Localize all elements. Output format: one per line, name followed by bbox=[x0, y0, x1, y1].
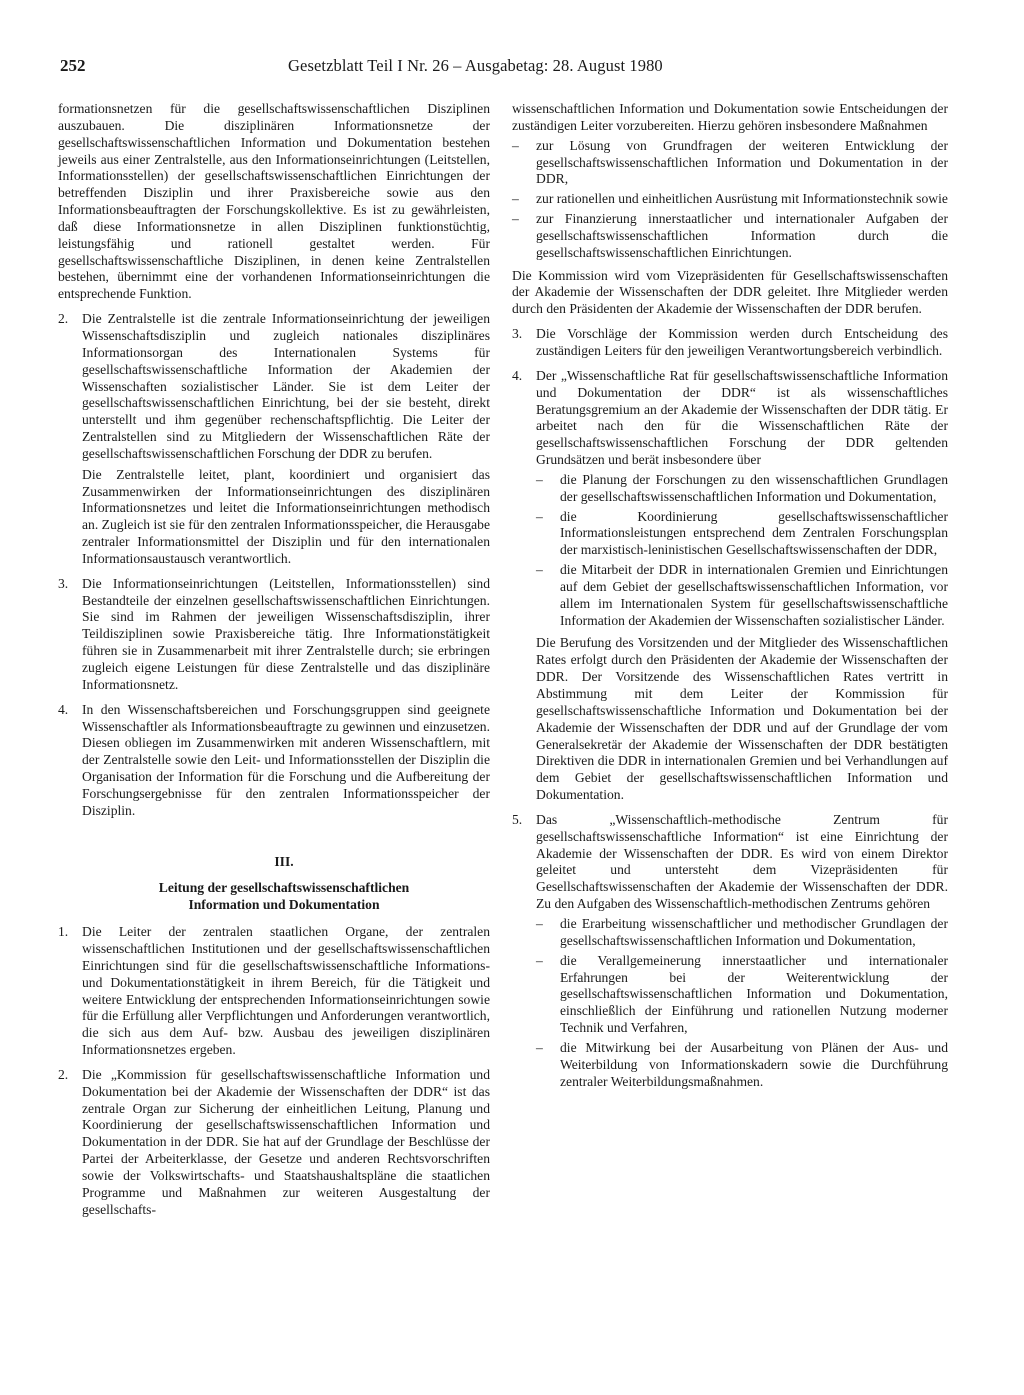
item-number: 2. bbox=[58, 1066, 69, 1082]
section-item-2 bbox=[58, 1067, 490, 1219]
list-item-text: zur rationellen und einheitlichen Ausrüstung mit Informationstechnik sowie bbox=[536, 191, 948, 207]
right-item-3 bbox=[512, 326, 948, 360]
list-item-text: die Koordinierung gesellschaftswissenschaftlicher Informationsleistungen entsprechend dem Zentralen Forschungsplan der marxistisch-leninistischen Gesellschaftswissenschaften der DDR, bbox=[560, 508, 948, 558]
page-number: 252 bbox=[60, 56, 86, 75]
item-number: 1. bbox=[58, 924, 69, 940]
left-item-3 bbox=[58, 576, 490, 694]
list-item bbox=[536, 916, 948, 950]
list-item bbox=[536, 472, 948, 506]
item-text: In den Wissenschaftsbereichen und Forschungsgruppen sind geeignete Wissenschaftler als Informationsbeauftragte zu gewinnen und einzusetzen. Diesen obliegen im Zusammenwirken mit anderen Wissenschaftlern, mit der Zentralstelle sowie den Leit- und Informationsstellen der Disziplin die Organisation der Information für die Forschung und die Aufbereitung der Forschungsergebnisse für den zentralen Informationsspeicher der Disziplin. bbox=[82, 701, 490, 818]
right-item-5 bbox=[512, 812, 948, 1091]
list-item bbox=[536, 1040, 948, 1091]
item-number: 2. bbox=[58, 311, 69, 327]
list-item-text: die Erarbeitung wissenschaftlicher und methodischer Grundlagen der gesellschaftswissenschaftlichen Information und Dokumentation, bbox=[560, 915, 948, 948]
list-item bbox=[512, 191, 948, 208]
item-number: 5. bbox=[512, 811, 523, 827]
section-number: III. bbox=[274, 853, 294, 869]
item-number: 3. bbox=[58, 575, 69, 591]
item-text: Die Zentralstelle leitet, plant, koordiniert und organisiert das Zusammenwirken der Informationseinrichtungen des disziplinären Informationsnetzes und leitet die Informationseinrichtungen methodisch an. Zugleich ist sie für den zentralen Informationsspeicher, die Herausgabe zentraler Informationsmittel der Disziplin und für den internationalen Informationsaustausch verantwortlich. bbox=[82, 466, 490, 566]
item-text: Die Vorschläge der Kommission werden durch Entscheidung des zuständigen Leiters für den jeweiligen Verantwortungsbereich verbindlich. bbox=[536, 326, 948, 358]
dash-bullet: – bbox=[536, 952, 543, 968]
left-intro: formationsnetzen für die gesellschaftswissenschaftlichen Disziplinen auszubauen. Die disziplinären Informationsnetze der gesellschaftswissenschaftlichen Information und Dokumentation bestehen jeweils aus einer Zentralstelle, aus den Informationseinrichtungen (Leitstellen, Informationsstellen) der gesellschaftswissenschaftlichen Einrichtungen der betreffenden Disziplin und ihrer Praxisbereiche sowie aus den Informationsbeauftragten der Forschungskollektive. Es ist zu gewährleisten, daß diese Informationsnetze in allen Disziplinen funktionstüchtig, leistungsfähig und rationell gestaltet werden. Für gesellschaftswissenschaftliche Disziplinen, in denen keine Zentralstellen bestehen, übernimmt eine der vorhandenen Informationseinrichtungen die entsprechende Funktion. bbox=[58, 101, 490, 302]
dash-bullet: – bbox=[536, 562, 543, 578]
kommission-paragraph: Die Kommission wird vom Vizepräsidenten für Gesellschaftswissenschaften der Akademie der Wissenschaften der DDR geleitet. Ihre Mitglieder werden durch den Präsidenten der Akademie der Wissenschaften der DDR berufen. bbox=[512, 267, 948, 317]
dash-bullet: – bbox=[536, 471, 543, 487]
right-column bbox=[512, 101, 948, 1090]
list-item-text: die Planung der Forschungen zu den wissenschaftlichen Grundlagen der gesellschaftswissenschaftlichen Information und Dokumentation, bbox=[560, 471, 948, 504]
left-item-2 bbox=[58, 311, 490, 568]
section-heading bbox=[58, 880, 490, 914]
dash-bullet: – bbox=[512, 191, 519, 207]
list-item-text: die Mitwirkung bei der Ausarbeitung von Plänen der Aus- und Weiterbildung von Informationskadern sowie die Durchführung zentraler Weiterbildungsmaßnahmen. bbox=[560, 1039, 948, 1089]
dash-bullet: – bbox=[536, 1039, 543, 1055]
item-text: Der „Wissenschaftliche Rat für gesellschaftswissenschaftliche Information und Dokumentation der DDR“ ist als wissenschaftliches Beratungsgremium an der Akademie der Wissenschaften der DDR tätig. Er arbeitet nach den für die Wissenschaftlichen Räte der gesellschaftswissenschaftlichen Forschung der DDR geltenden Grundsätzen und berät insbesondere über bbox=[536, 367, 948, 468]
dash-bullet: – bbox=[512, 211, 519, 227]
list-item bbox=[512, 138, 948, 189]
list-item bbox=[536, 509, 948, 560]
item-number: 4. bbox=[512, 367, 523, 383]
item-number: 4. bbox=[58, 701, 69, 717]
dash-bullet: – bbox=[536, 915, 543, 931]
dash-bullet: – bbox=[512, 137, 519, 153]
item-text: Die Zentralstelle ist die zentrale Informationseinrichtung der jeweiligen Wissenschaftsdisziplin und zugleich nationales disziplinäres Informationsorgan des Internationalen Systems für gesellschaftswissenschaftliche Information der Akademien der Wissenschaften sozialistischer Länder. Sie ist dem Leiter der gesellschaftswissenschaftlichen Einrichtung, bei der sie besteht, direkt unterstellt und ihm gegenüber rechenschaftspflichtig. Die Leiter der Zentralstellen sind zu Mitgliedern der Wissenschaftlichen Räte der gesellschaftswissenschaftlichen Forschung der DDR zu berufen. bbox=[82, 311, 490, 461]
right-item-4 bbox=[512, 368, 948, 804]
left-item-4 bbox=[58, 702, 490, 820]
left-column bbox=[58, 101, 490, 1218]
dash-bullet: – bbox=[536, 508, 543, 524]
item-text: Die Berufung des Vorsitzenden und der Mitglieder des Wissenschaftlichen Rates erfolgt durch den Präsidenten der Akademie der Wissenschaften der DDR. Der Vorsitzende des Wissenschaftlichen Rates vertritt in Abstimmung mit dem Leiter der Kommission für gesellschaftswissenschaftliche Information und Dokumentation bei der Akademie der Wissenschaften der DDR und auf der Grundlage der vom Generalsekretär der Akademie der Wissenschaften der DDR bestätigten Direktiven die DDR in internationalen Gremien und bei Verhandlungen auf dem Gebiet der gesellschaftswissenschaftlichen Information und Dokumentation. bbox=[536, 635, 948, 803]
item-number: 3. bbox=[512, 326, 523, 342]
list-item bbox=[536, 953, 948, 1037]
list-item-text: zur Finanzierung innerstaatlicher und internationaler Aufgaben der gesellschaftswissenschaftlichen Information durch die gesellschaftswissenschaftlichen Einrichtungen. bbox=[536, 211, 948, 260]
page-header bbox=[60, 56, 950, 82]
list-item-text: zur Lösung von Grundfragen der weiteren Entwicklung der gesellschaftswissenschaftlichen Information und Dokumentation in der DDR, bbox=[536, 137, 948, 187]
list-item bbox=[512, 211, 948, 262]
list-item-text: die Verallgemeinerung innerstaatlicher und internationaler Erfahrungen bei der Weiterentwicklung der gesellschaftswissenschaftlichen Information und Dokumentation, einschließlich der Einführung und rationellen Nutzung moderner Technik und Verfahren, bbox=[560, 952, 948, 1036]
list-item bbox=[536, 562, 948, 629]
section-item-1 bbox=[58, 924, 490, 1059]
section-heading-line: Information und Dokumentation bbox=[188, 897, 380, 913]
item-text: Die Informationseinrichtungen (Leitstellen, Informationsstellen) sind Bestandteile der einzelnen gesellschaftswissenschaftlichen Einrichtungen. Sie sind im Rahmen der jeweiligen Wissenschaftsdisziplin, ihrer Teildisziplinen sowie Praxisbereiche tätig. Ihre Informationstätigkeit führen sie in Zusammenarbeit mit ihrer Zentralstelle durch; sie erbringen zugleich eigene Leistungen für diese Zentralstelle und das disziplinäre Informationsnetz. bbox=[82, 575, 490, 692]
section-heading-line: Leitung der gesellschaftswissenschaftlichen bbox=[158, 880, 410, 896]
item-text: Die „Kommission für gesellschaftswissenschaftliche Information und Dokumentation bei der Akademie der Wissenschaften der DDR“ ist das zentrale Organ zur Sicherung der einheitlichen Leitung, Planung und Koordinierung der gesellschaftswissenschaftlichen Information und Dokumentation in der DDR. Sie hat auf der Grundlage der Beschlüsse der Partei der Arbeiterklasse, der Gesetze und anderen Rechtsvorschriften sowie der Volkswirtschafts- und Staatshaushaltspläne die staatlichen Programme und Maßnahmen zur weiteren Ausgestaltung der gesellschafts- bbox=[82, 1066, 490, 1217]
item-text: Das „Wissenschaftlich-methodische Zentrum für gesellschaftswissenschaftliche Information“ ist eine Einrichtung der Akademie der Wissenschaften der DDR. Es wird von einem Direktor geleitet und untersteht dem Vizepräsidenten für Gesellschaftswissenschaften der Akademie der Wissenschaften der DDR. Zu den Aufgaben des Wissenschaftlich-methodischen Zentrums gehören bbox=[536, 811, 948, 912]
gazette-title: Gesetzblatt Teil I Nr. 26 – Ausgabetag: 28. August 1980 bbox=[288, 56, 663, 75]
list-item-text: die Mitarbeit der DDR in internationalen Gremien und Einrichtungen auf dem Gebiet der gesellschaftswissenschaftlichen Information, vor allem im Internationalen System für gesellschaftswissenschaftliche Information der Akademien der Wissenschaften sozialistischer Länder. bbox=[560, 562, 948, 628]
item-text: Die Leiter der zentralen staatlichen Organe, der zentralen wissenschaftlichen Institutionen und der gesellschaftswissenschaftlichen Einrichtungen sind für die gesellschaftswissenschaftliche Informations- und Dokumentationstätigkeit in ihrem Bereich, für die Tätigkeit und weitere Entwicklung der entsprechenden Informationseinrichtungen sowie für die Erfüllung aller Verpflichtungen und Anforderungen verantwortlich, die sich aus dem Auf- bzw. Ausbau des jeweiligen disziplinären Informationsnetzes ergeben. bbox=[82, 924, 490, 1058]
right-intro: wissenschaftlichen Information und Dokumentation sowie Entscheidungen der zuständigen Leiter vorzubereiten. Hierzu gehören insbesondere Maßnahmen bbox=[512, 101, 948, 133]
